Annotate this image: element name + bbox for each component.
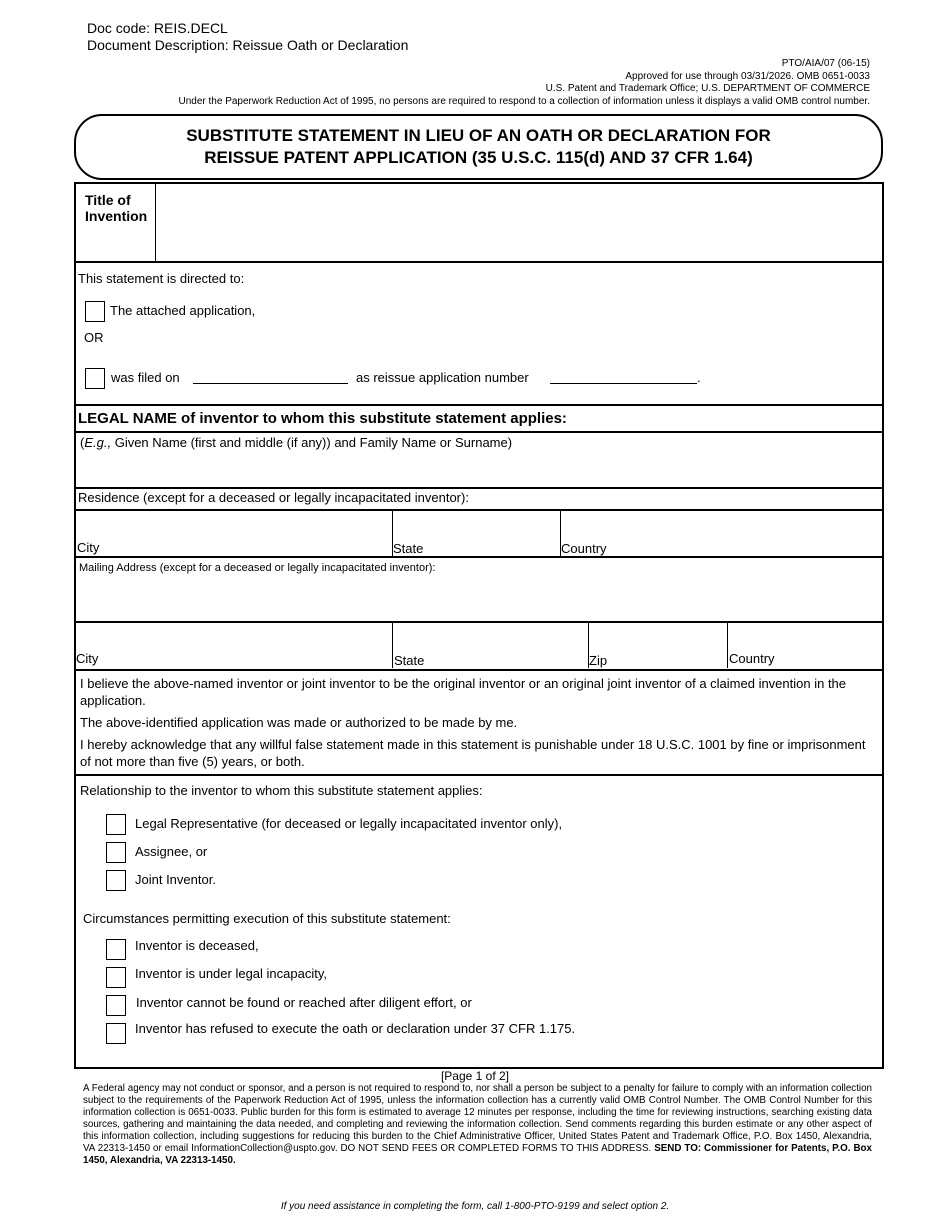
- cannot-be-found-checkbox[interactable]: [106, 995, 126, 1016]
- attached-application-label: The attached application,: [110, 303, 256, 318]
- title-of-invention-field[interactable]: [157, 184, 882, 261]
- legal-representative-label: Legal Representative (for deceased or legally incapacitated inventor only),: [135, 816, 563, 831]
- legal-incapacity-label: Inventor is under legal incapacity,: [135, 966, 327, 981]
- title-of-invention-label-line1: Title of: [85, 192, 131, 208]
- divider: [76, 487, 882, 489]
- statement-authorized: The above-identified application was made or authorized to be made by me.: [80, 715, 518, 730]
- mailing-address-field[interactable]: [78, 577, 882, 619]
- attached-application-checkbox[interactable]: [85, 301, 105, 322]
- directed-intro: This statement is directed to:: [78, 271, 245, 286]
- divider: [155, 184, 156, 261]
- mailing-address-label: Mailing Address (except for a deceased or legally incapacitated inventor):: [79, 562, 436, 574]
- agency-text: U.S. Patent and Trademark Office; U.S. DEPARTMENT OF COMMERCE: [545, 83, 870, 94]
- filed-on-checkbox[interactable]: [85, 368, 105, 389]
- mailing-state-label: State: [394, 653, 425, 668]
- assignee-checkbox[interactable]: [106, 842, 126, 863]
- or-label: OR: [84, 330, 104, 345]
- form-title-line2: REISSUE PATENT APPLICATION (35 U.S.C. 115(d) AND 37 CFR 1.64): [204, 148, 753, 167]
- legal-incapacity-checkbox[interactable]: [106, 967, 126, 988]
- eg-rest: Given Name (first and middle (if any)) and Family Name or Surname): [111, 435, 513, 450]
- mailing-zip-field[interactable]: [589, 623, 727, 668]
- legal-name-heading: LEGAL NAME of inventor to whom this substitute statement applies:: [78, 410, 567, 427]
- residence-label: Residence (except for a deceased or legally incapacitated inventor):: [78, 490, 469, 505]
- residence-city-field[interactable]: [76, 511, 392, 556]
- joint-inventor-checkbox[interactable]: [106, 870, 126, 891]
- page-number: [Page 1 of 2]: [440, 1069, 510, 1083]
- reissue-number-field[interactable]: [550, 370, 697, 384]
- divider: [76, 431, 882, 433]
- title-of-invention-label-line2: Invention: [85, 208, 148, 224]
- divider: [76, 774, 882, 776]
- burden-statement: [83, 1083, 872, 1167]
- legal-representative-checkbox[interactable]: [106, 814, 126, 835]
- approval-text: Approved for use through 03/31/2026. OMB 0651-0033: [625, 70, 870, 82]
- form-body: [74, 182, 884, 1069]
- legal-name-field[interactable]: [78, 452, 882, 486]
- filed-on-date-field[interactable]: [193, 370, 348, 384]
- divider: [76, 669, 882, 671]
- filed-on-label: was filed on: [111, 370, 180, 385]
- refused-label: Inventor has refused to execute the oath or declaration under 37 CFR 1.175.: [135, 1021, 576, 1036]
- divider: [76, 556, 882, 558]
- title-of-invention-label: [85, 192, 147, 224]
- mailing-city-field[interactable]: [76, 623, 392, 668]
- deceased-checkbox[interactable]: [106, 939, 126, 960]
- send-to-address: SEND TO: Commissioner for Patents, P.O. Box 1450, Alexandria, VA 22313-1450.: [83, 1143, 872, 1166]
- divider: [76, 261, 882, 263]
- pra-notice: Under the Paperwork Reduction Act of 1995, no persons are required to respond to a collection of information unless it displays a valid OMB control number.: [178, 95, 870, 107]
- doc-code: Doc code: REIS.DECL: [87, 20, 228, 36]
- eg-italic: E.g.,: [84, 435, 112, 450]
- residence-city-label: City: [77, 540, 100, 555]
- residence-country-label: Country: [561, 541, 607, 556]
- assistance-note: If you need assistance in completing the form, call 1-800-PTO-9199 and select option 2.: [280, 1201, 670, 1212]
- reissue-number-label: as reissue application number: [356, 370, 529, 385]
- legal-name-hint: [80, 435, 512, 450]
- statement-false-statement: I hereby acknowledge that any willful false statement made in this statement is punishable under 18 U.S.C. 1001 by fine or imprisonment of not more than five (5) years, or both.: [80, 737, 866, 769]
- paren: (: [80, 435, 85, 450]
- period: .: [697, 370, 701, 385]
- form-number: PTO/AIA/07 (06-15): [781, 58, 870, 69]
- mailing-city-label: City: [76, 651, 99, 666]
- residence-country-field[interactable]: [561, 511, 882, 556]
- divider: [76, 404, 882, 406]
- doc-description: Document Description: Reissue Oath or Declaration: [87, 37, 409, 53]
- form-title: [74, 114, 883, 180]
- circumstances-heading: Circumstances permitting execution of this substitute statement:: [83, 911, 451, 926]
- joint-inventor-label: Joint Inventor.: [135, 872, 216, 887]
- mailing-zip-label: Zip: [589, 653, 608, 668]
- form-header-block: [179, 58, 871, 108]
- statement-original-inventor: I believe the above-named inventor or joint inventor to be the original inventor or an original joint inventor of a claimed invention in the application.: [80, 676, 847, 708]
- refused-checkbox[interactable]: [106, 1023, 126, 1044]
- assignee-label: Assignee, or: [135, 844, 208, 859]
- cannot-be-found-label: Inventor cannot be found or reached after diligent effort, or: [136, 995, 472, 1010]
- residence-state-label: State: [393, 541, 424, 556]
- mailing-country-label: Country: [729, 651, 775, 666]
- deceased-label: Inventor is deceased,: [135, 938, 259, 953]
- burden-text: A Federal agency may not conduct or sponsor, and a person is not required to respond to, nor shall a person be subject to a penalty for failure to comply with an information collection subject to the requirements of the Paperwork Reduction Act of 1995, unless the information collection has a currently valid OMB Control Number. The OMB Control Number for this information collection is 0651-0033. Public burden for this form is estimated to average 12 minutes per response, including the time for reviewing instructions, searching existing data sources, gathering and maintaining the data needed, and completing and reviewing the information collection. Send comments regarding this burden estimate or any other aspect of this information collection, including suggestions for reducing this burden to the Chief Administrative Officer, United States Patent and Trademark Office, P.O. Box 1450, Alexandria, VA 22313-1450 or email InformationCollection@uspto.gov. DO NOT SEND FEES OR COMPLETED FORMS TO THIS ADDRESS.: [83, 1083, 872, 1154]
- relationship-heading: Relationship to the inventor to whom this substitute statement applies:: [80, 783, 483, 798]
- form-title-line1: SUBSTITUTE STATEMENT IN LIEU OF AN OATH OR DECLARATION FOR: [186, 126, 771, 145]
